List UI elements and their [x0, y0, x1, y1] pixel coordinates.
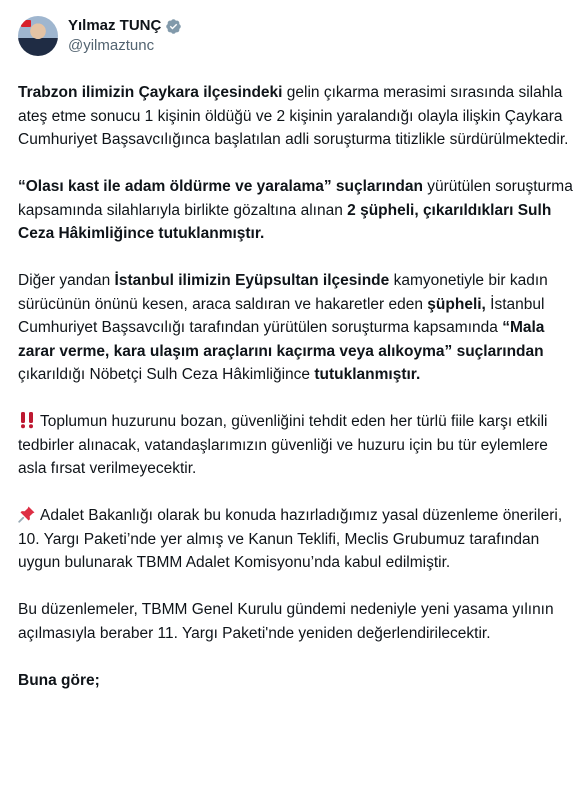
text-bold: Trabzon ilimizin Çaykara ilçesindeki [18, 84, 283, 101]
paragraph-4 [18, 410, 573, 481]
avatar[interactable] [18, 16, 58, 56]
author-handle[interactable]: @yilmaztunc [68, 37, 155, 54]
text-bold: tutuklanmıştır. [314, 366, 421, 383]
text: İstanbul Cumhuriyet Başsavcılığı tarafından yürütülen soruşturma kapsamında [18, 295, 545, 336]
paragraph-1 [18, 81, 573, 152]
paragraph-6 [18, 598, 573, 645]
text: Bu düzenlemeler, TBMM Genel Kurulu gündemi nedeniyle yeni yasama yılının açılmasıyla beraber 11. Yargı Paketi'nde yeniden değerlendirilecektir. [18, 601, 554, 642]
text: gelin çıkarma merasimi sırasında silahla ateş etme sonucu 1 kişinin öldüğü ve 2 kişinin yaralandığı olayla ilişkin Çaykara Cumhuriyet Başsavcılığınca başlatılan adli soruşturma titizlikle sürdürülmektedir. [18, 84, 569, 148]
tweet-text [18, 81, 587, 692]
author-display-name[interactable]: Yılmaz TUNÇ [68, 17, 162, 34]
paragraph-5 [18, 504, 573, 575]
text: Toplumun huzurunu bozan, güvenliğini tehdit eden her türlü fiile karşı etkili tedbirler alınacak, vatandaşlarımızın güvenliği ve huzuru için bu tür eylemlere asla fırsat verilmeyecektir. [18, 413, 548, 477]
text: Diğer yandan [18, 272, 115, 289]
text-bold: Buna göre; [18, 671, 100, 689]
text-bold: şüpheli, [427, 295, 486, 313]
text-bold: “Mala zarar verme, kara ulaşım araçlarını kaçırma veya alıkoyma” suçlarından [18, 319, 545, 360]
paragraph-2 [18, 175, 573, 246]
tweet-header [18, 12, 587, 60]
double-exclamation-icon [18, 411, 36, 429]
text-bold: “Olası kast ile adam öldürme ve yaralama” suçlarından [18, 178, 423, 195]
text: yürütülen soruşturma kapsamında silahlarıyla birlikte gözaltına alınan [18, 178, 573, 219]
paragraph-7 [18, 669, 573, 693]
text-bold: 2 şüpheli, çıkarıldıkları Sulh Ceza Hâkimliğince tutuklanmıştır. [18, 201, 552, 242]
text: çıkarıldığı Nöbetçi Sulh Ceza Hâkimliğince [18, 366, 315, 383]
verified-badge-icon[interactable] [165, 18, 182, 35]
author-block [68, 16, 182, 56]
name-row [68, 16, 182, 36]
flag-icon [21, 20, 31, 27]
paragraph-3 [18, 269, 573, 387]
pushpin-icon [18, 505, 36, 523]
text: Adalet Bakanlığı olarak bu konuda hazırladığımız yasal düzenleme önerileri, 10. Yargı Paketi’nde yer almış ve Kanun Teklifi, Meclis Grubumuz tarafından uygun bulunarak TBMM Adalet Komisyonu’nda kabul edilmiştir. [18, 507, 563, 571]
text: kamyonetiyle bir kadın sürücünün önünü kesen, araca saldıran ve hakaretler eden [18, 272, 548, 313]
text-bold: İstanbul ilimizin Eyüpsultan ilçesinde [114, 272, 390, 289]
